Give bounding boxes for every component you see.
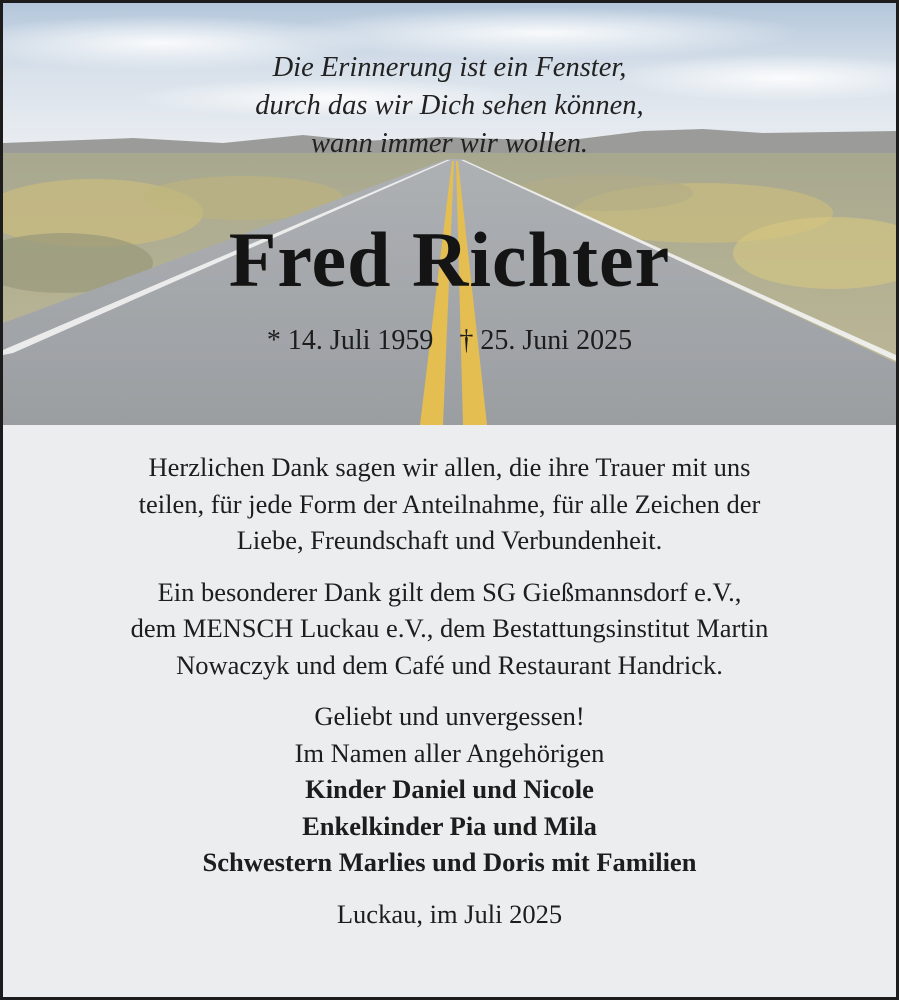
text-line: Ein besonderer Dank gilt dem SG Gießmannsdorf e.V., [157,576,742,607]
signature-line: Im Namen aller Angehörigen [294,737,605,768]
text-line: Nowaczyk und dem Café und Restaurant Handrick. [176,649,723,680]
quote-line: wann immer wir wollen. [310,128,589,159]
place-date: Luckau, im Juli 2025 [336,898,563,929]
quote-line: durch das wir Dich sehen können, [255,90,644,121]
text-line: Herzlichen Dank sagen wir allen, die ihre Trauer mit uns [148,452,751,482]
notice-body [3,449,896,932]
thanks-paragraph [3,449,896,559]
text-line: dem MENSCH Luckau e.V., dem Bestattungsinstitut Martin [130,613,769,643]
text-line: Liebe, Freundschaft und Verbundenheit. [236,525,663,555]
signature-line: Geliebt und unvergessen! [314,701,585,731]
quote-line: Die Erinnerung ist ein Fenster, [272,52,627,83]
birth-date: * 14. Juli 1959 [266,325,434,356]
memorial-quote [3,49,896,163]
deceased-name: Fred Richter [228,216,671,303]
death-date: † 25. Juni 2025 [459,325,633,356]
text-line: teilen, für jede Form der Anteilnahme, für alle Zeichen der [138,488,761,519]
signature-block [3,698,896,881]
family-line: Enkelkinder Pia und Mila [302,810,597,841]
life-dates [3,323,896,359]
special-thanks-paragraph [3,574,896,684]
family-line: Kinder Daniel und Nicole [305,774,594,804]
family-line: Schwestern Marlies und Doris mit Familien [202,847,697,877]
hero-banner [3,3,896,425]
